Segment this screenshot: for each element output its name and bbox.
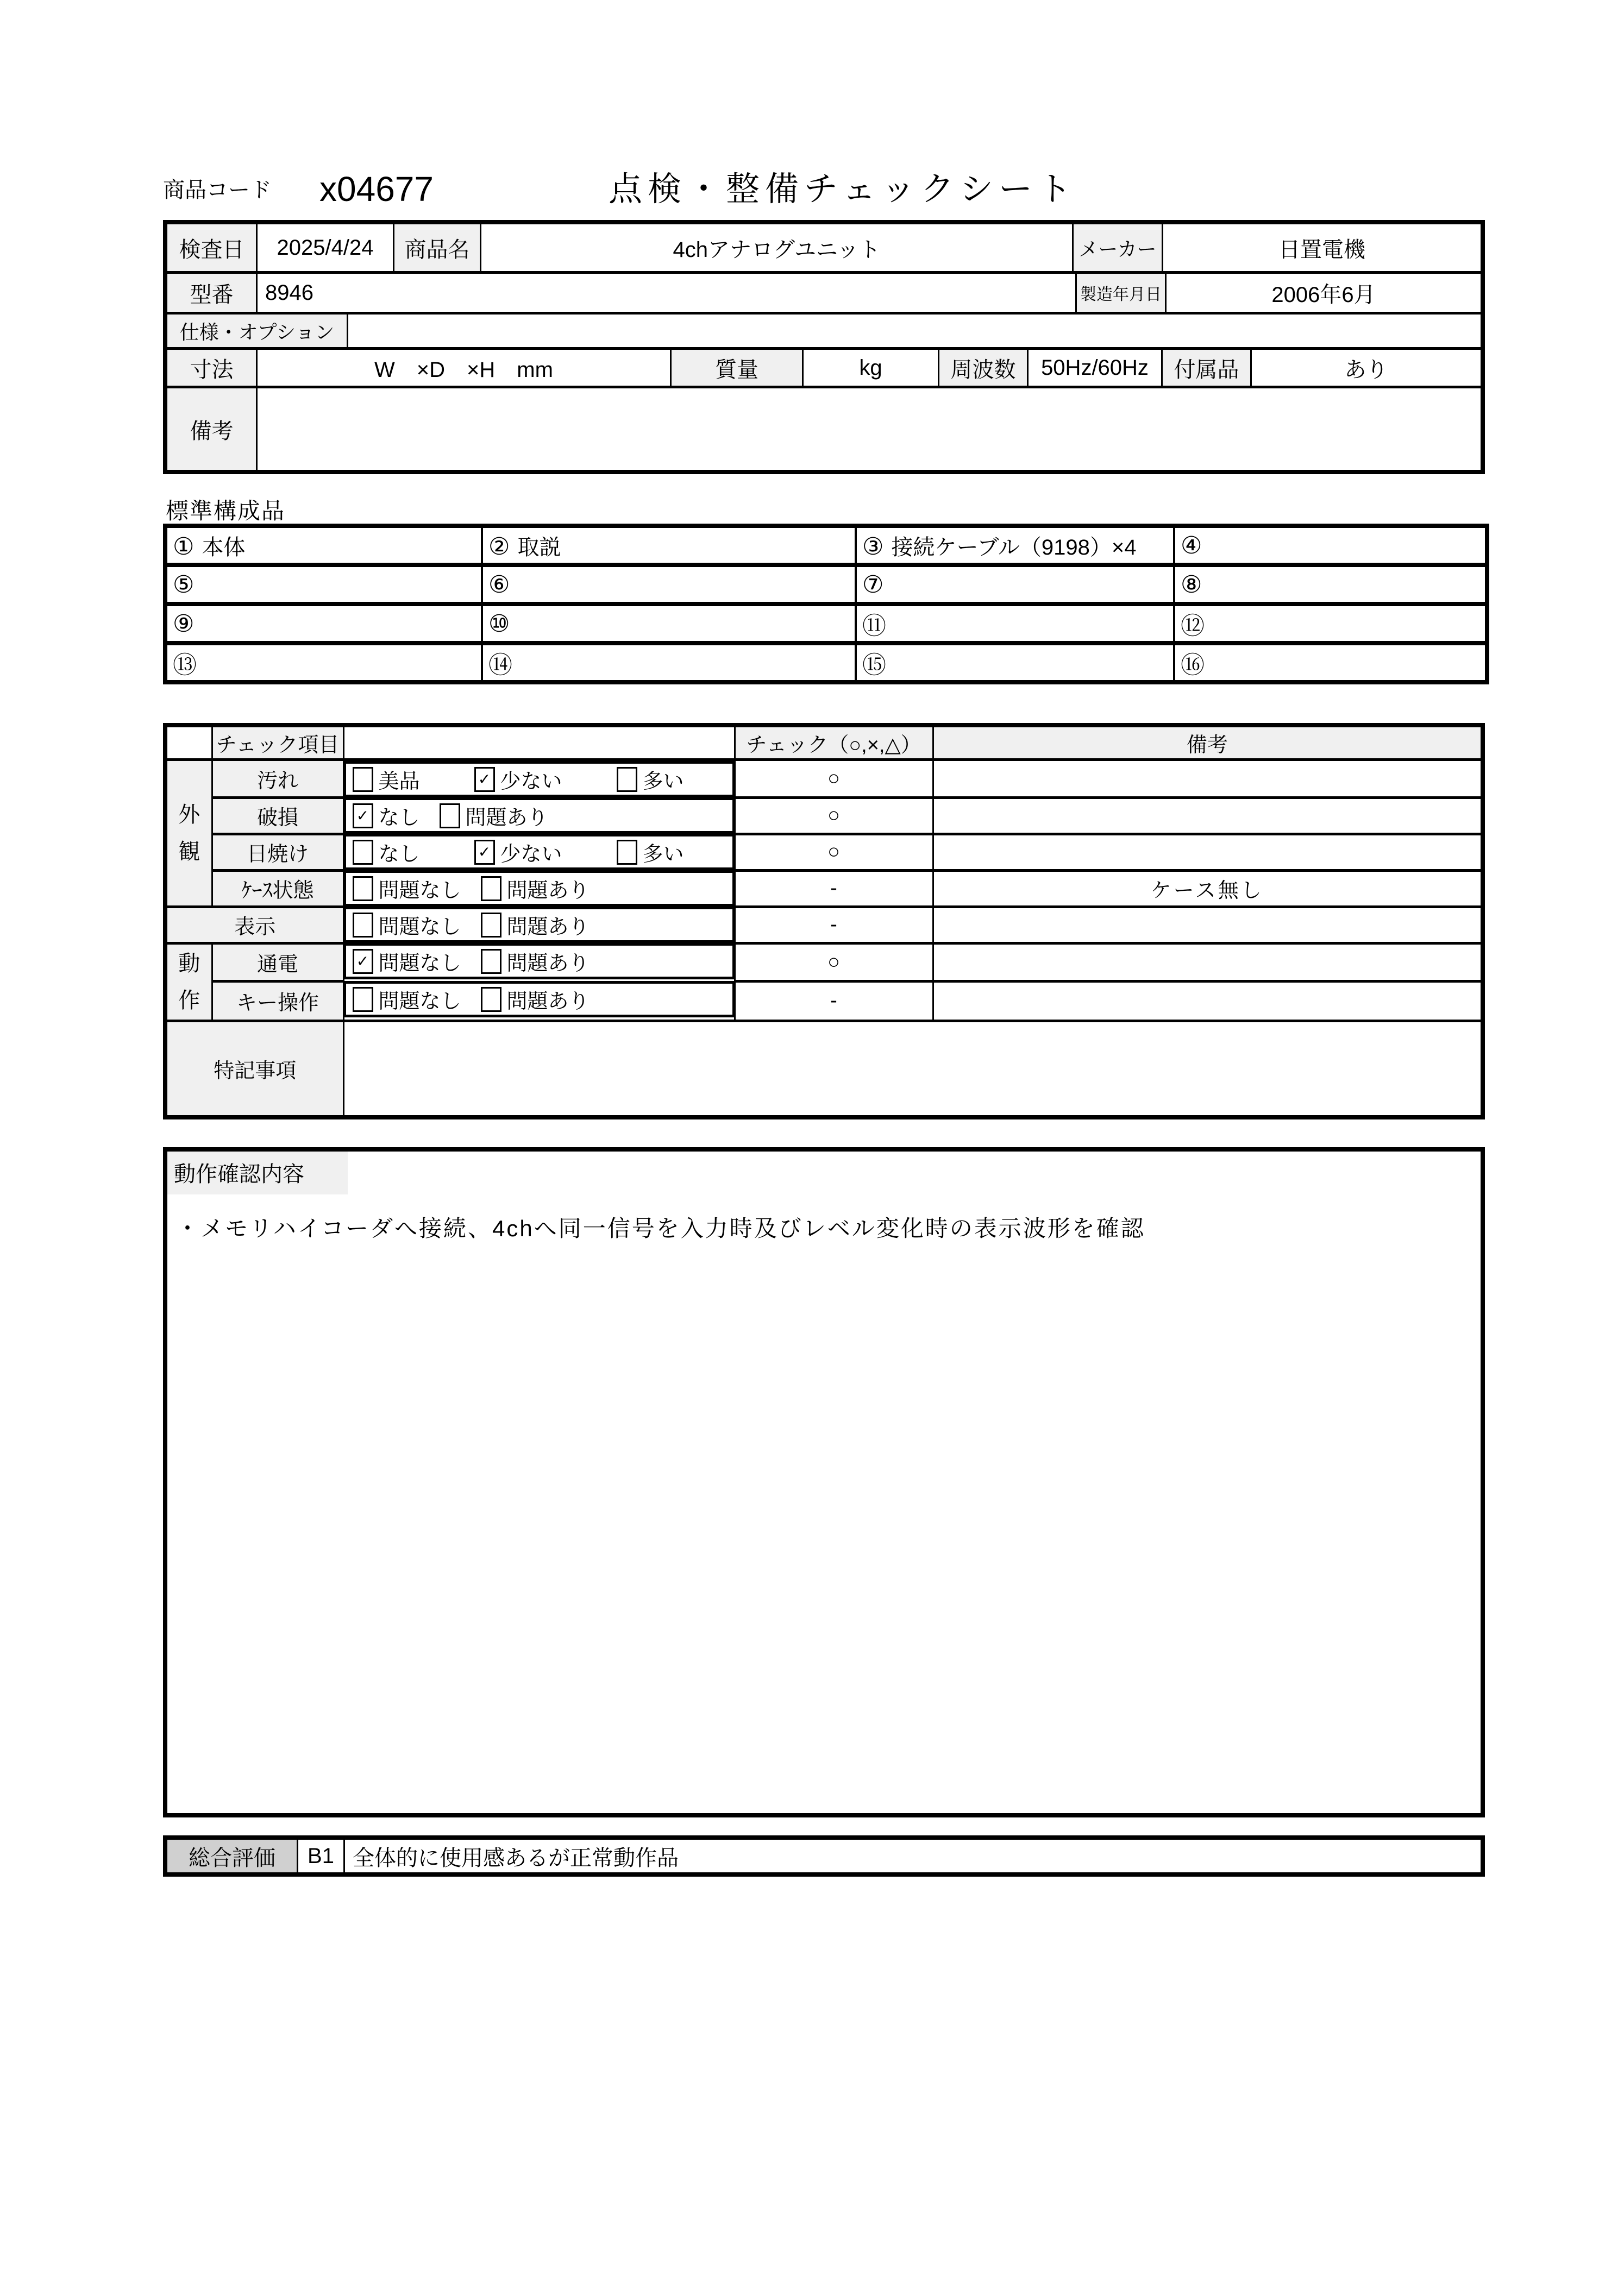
components-row bbox=[165, 526, 1487, 565]
check-mark-header: チェック（○,×,△） bbox=[735, 725, 933, 760]
maker-value: 日置電機 bbox=[1162, 224, 1481, 271]
check-row-display bbox=[165, 907, 1483, 943]
row-options bbox=[344, 981, 734, 1017]
option bbox=[474, 764, 562, 794]
product-info-table bbox=[163, 220, 1485, 474]
row-label: 破損 bbox=[212, 797, 343, 834]
row-options bbox=[344, 797, 734, 834]
option bbox=[353, 764, 420, 794]
weight-value: kg bbox=[802, 350, 938, 386]
check-row-damage bbox=[165, 797, 1483, 834]
component-number: ⑭ bbox=[488, 652, 512, 678]
components-row bbox=[165, 565, 1487, 604]
row-remarks bbox=[933, 943, 1483, 981]
option-label: なし bbox=[378, 807, 420, 829]
component-number: ① bbox=[173, 533, 195, 560]
checkbox-icon bbox=[353, 767, 373, 792]
checkbox-icon bbox=[481, 949, 501, 974]
component-number: ⑧ bbox=[1181, 571, 1202, 598]
accessories-value: あり bbox=[1250, 350, 1481, 386]
checkbox-icon bbox=[481, 913, 501, 938]
option-label: 問題なし bbox=[378, 916, 461, 939]
checkbox-icon bbox=[353, 840, 373, 865]
option bbox=[353, 946, 461, 976]
option-label: 問題あり bbox=[506, 916, 590, 939]
special-notes-row bbox=[165, 1021, 1483, 1117]
check-row-sunburn bbox=[165, 834, 1483, 870]
check-table-header bbox=[165, 725, 1483, 760]
component-cell bbox=[856, 643, 1174, 682]
component-cell bbox=[165, 565, 482, 604]
check-result: ○ bbox=[735, 834, 933, 870]
component-cell bbox=[856, 565, 1174, 604]
checkbox-icon bbox=[617, 840, 637, 865]
components-table bbox=[163, 524, 1489, 684]
component-cell bbox=[1174, 565, 1487, 604]
component-number: ⑬ bbox=[173, 652, 197, 678]
product-name-label: 商品名 bbox=[393, 224, 480, 271]
row-remarks bbox=[933, 797, 1483, 834]
info-row-2 bbox=[167, 271, 1481, 312]
option bbox=[617, 837, 684, 867]
maker-label: メーカー bbox=[1072, 224, 1162, 271]
components-row bbox=[165, 643, 1487, 682]
checkbox-icon bbox=[353, 987, 373, 1012]
check-result: - bbox=[735, 907, 933, 943]
option bbox=[481, 946, 590, 976]
check-row-case bbox=[165, 870, 1483, 907]
component-number: ⑩ bbox=[488, 610, 510, 637]
option bbox=[481, 873, 590, 903]
notes-value bbox=[256, 388, 1481, 470]
row-remarks bbox=[933, 907, 1483, 943]
mfg-date-value: 2006年6月 bbox=[1165, 274, 1481, 312]
row-label: 通電 bbox=[212, 943, 343, 981]
check-result: ○ bbox=[735, 760, 933, 798]
component-number: ⑪ bbox=[862, 613, 886, 639]
component-cell bbox=[1174, 643, 1487, 682]
group-operation: 動作 bbox=[165, 943, 212, 1021]
sheet-header bbox=[163, 161, 1485, 209]
component-number: ⑨ bbox=[173, 610, 195, 637]
info-row-4 bbox=[167, 347, 1481, 386]
option-label: 少ない bbox=[500, 770, 562, 793]
checkbox-icon: ✓ bbox=[353, 949, 373, 974]
check-result: - bbox=[735, 981, 933, 1021]
checkbox-icon: ✓ bbox=[474, 767, 495, 792]
option-label: 問題あり bbox=[506, 879, 590, 902]
option bbox=[474, 837, 562, 867]
component-text: 接続ケーブル（9198）×4 bbox=[891, 535, 1137, 559]
option bbox=[481, 910, 590, 940]
notes-label: 備考 bbox=[167, 388, 256, 470]
check-result: - bbox=[735, 870, 933, 907]
component-number: ③ bbox=[862, 533, 884, 560]
row-label: ｹｰｽ状態 bbox=[212, 870, 343, 907]
remarks-header: 備考 bbox=[933, 725, 1483, 760]
inspection-date-label: 検査日 bbox=[167, 224, 256, 271]
row-options bbox=[344, 907, 734, 943]
mfg-date-label: 製造年月日 bbox=[1075, 274, 1165, 312]
checkbox-icon bbox=[481, 987, 501, 1012]
info-row-1 bbox=[167, 224, 1481, 271]
overall-rating-table bbox=[163, 1835, 1485, 1877]
inspection-date-value: 2025/4/24 bbox=[256, 224, 393, 271]
component-text: 本体 bbox=[202, 535, 246, 559]
component-cell bbox=[482, 604, 856, 643]
overall-rating-comment: 全体的に使用感あるが正常動作品 bbox=[343, 1840, 1481, 1872]
info-row-3 bbox=[167, 312, 1481, 347]
option bbox=[353, 837, 420, 867]
row-remarks bbox=[933, 834, 1483, 870]
component-cell bbox=[482, 526, 856, 565]
option bbox=[481, 984, 590, 1014]
component-number: ⑤ bbox=[173, 571, 195, 598]
overall-rating-grade: B1 bbox=[297, 1840, 343, 1872]
option bbox=[617, 764, 684, 794]
row-remarks bbox=[933, 981, 1483, 1021]
row-options bbox=[344, 761, 734, 797]
special-notes-label: 特記事項 bbox=[165, 1021, 343, 1117]
operation-check-label: 動作確認内容 bbox=[167, 1152, 348, 1194]
row-options bbox=[344, 870, 734, 907]
spec-option-label: 仕様・オプション bbox=[167, 314, 347, 347]
check-row-power bbox=[165, 943, 1483, 981]
checkbox-icon bbox=[440, 803, 460, 828]
option-label: 少ない bbox=[500, 843, 562, 866]
dimensions-value: W ×D ×H mm bbox=[256, 350, 670, 386]
component-number: ⑦ bbox=[862, 571, 884, 598]
info-row-5 bbox=[167, 386, 1481, 470]
component-number: ⑥ bbox=[488, 571, 510, 598]
component-cell bbox=[482, 565, 856, 604]
component-number: ⑮ bbox=[862, 652, 886, 678]
row-remarks bbox=[933, 760, 1483, 798]
components-row bbox=[165, 604, 1487, 643]
component-cell bbox=[1174, 526, 1487, 565]
product-code-value: x04677 bbox=[319, 169, 434, 209]
checkbox-icon: ✓ bbox=[474, 840, 495, 865]
check-item-header: チェック項目 bbox=[212, 725, 343, 760]
option-label: 美品 bbox=[378, 770, 420, 793]
option-label: なし bbox=[378, 843, 420, 866]
row-label: キー操作 bbox=[212, 981, 343, 1021]
check-result: ○ bbox=[735, 797, 933, 834]
check-row-dirt bbox=[165, 760, 1483, 798]
row-options bbox=[344, 834, 734, 870]
checkbox-icon bbox=[481, 876, 501, 901]
product-name-value: 4chアナログユニット bbox=[480, 224, 1072, 271]
option bbox=[353, 984, 461, 1014]
option bbox=[353, 873, 461, 903]
option-label: 問題あり bbox=[506, 990, 590, 1014]
checkbox-icon bbox=[353, 876, 373, 901]
frequency-label: 周波数 bbox=[938, 350, 1027, 386]
spec-option-value bbox=[347, 314, 1481, 347]
model-value: 8946 bbox=[256, 274, 1075, 312]
option bbox=[353, 910, 461, 940]
checkbox-icon bbox=[617, 767, 637, 792]
option-label: 問題なし bbox=[378, 952, 461, 975]
checkbox-icon: ✓ bbox=[353, 803, 373, 828]
option bbox=[440, 801, 548, 831]
header-spacer-cell bbox=[165, 725, 212, 760]
component-cell bbox=[856, 526, 1174, 565]
component-cell bbox=[165, 604, 482, 643]
component-cell bbox=[482, 643, 856, 682]
operation-check-box bbox=[163, 1147, 1485, 1817]
check-result: ○ bbox=[735, 943, 933, 981]
overall-rating-label: 総合評価 bbox=[167, 1840, 297, 1872]
checkbox-icon bbox=[353, 913, 373, 938]
frequency-value: 50Hz/60Hz bbox=[1027, 350, 1161, 386]
option-label: 問題あり bbox=[506, 952, 590, 975]
overall-rating-row bbox=[167, 1840, 1481, 1872]
component-cell bbox=[1174, 604, 1487, 643]
option-label: 多い bbox=[642, 843, 684, 866]
row-remarks: ケース無し bbox=[933, 870, 1483, 907]
accessories-label: 付属品 bbox=[1161, 350, 1250, 386]
option-label: 問題あり bbox=[465, 807, 548, 829]
option-label: 問題なし bbox=[378, 879, 461, 902]
component-number: ② bbox=[488, 533, 510, 560]
option bbox=[353, 801, 420, 831]
check-table bbox=[163, 723, 1485, 1119]
check-row-keys bbox=[165, 981, 1483, 1021]
component-text: 取説 bbox=[517, 535, 561, 559]
components-heading: 標準構成品 bbox=[166, 498, 286, 524]
component-cell bbox=[165, 643, 482, 682]
option-label: 問題なし bbox=[378, 990, 461, 1014]
option-label: 多い bbox=[642, 770, 684, 793]
component-number: ⑫ bbox=[1181, 613, 1205, 639]
row-label: 表示 bbox=[165, 907, 343, 943]
row-options bbox=[344, 943, 734, 979]
product-code-label: 商品コード bbox=[163, 178, 272, 202]
weight-label: 質量 bbox=[670, 350, 802, 386]
header-options-cell bbox=[343, 725, 735, 760]
row-label: 日焼け bbox=[212, 834, 343, 870]
group-appearance: 外観 bbox=[165, 760, 212, 907]
model-label: 型番 bbox=[167, 274, 256, 312]
component-cell bbox=[165, 526, 482, 565]
page-title: 点検・整備チェックシート bbox=[608, 171, 1077, 208]
row-label: 汚れ bbox=[212, 760, 343, 798]
component-cell bbox=[856, 604, 1174, 643]
component-number: ⑯ bbox=[1181, 652, 1205, 678]
component-number: ④ bbox=[1181, 532, 1202, 559]
operation-check-text: ・メモリハイコーダへ接続、4chへ同一信号を入力時及びレベル変化時の表示波形を確認 bbox=[176, 1216, 1145, 1241]
dimensions-label: 寸法 bbox=[167, 350, 256, 386]
special-notes-value bbox=[343, 1021, 1483, 1117]
